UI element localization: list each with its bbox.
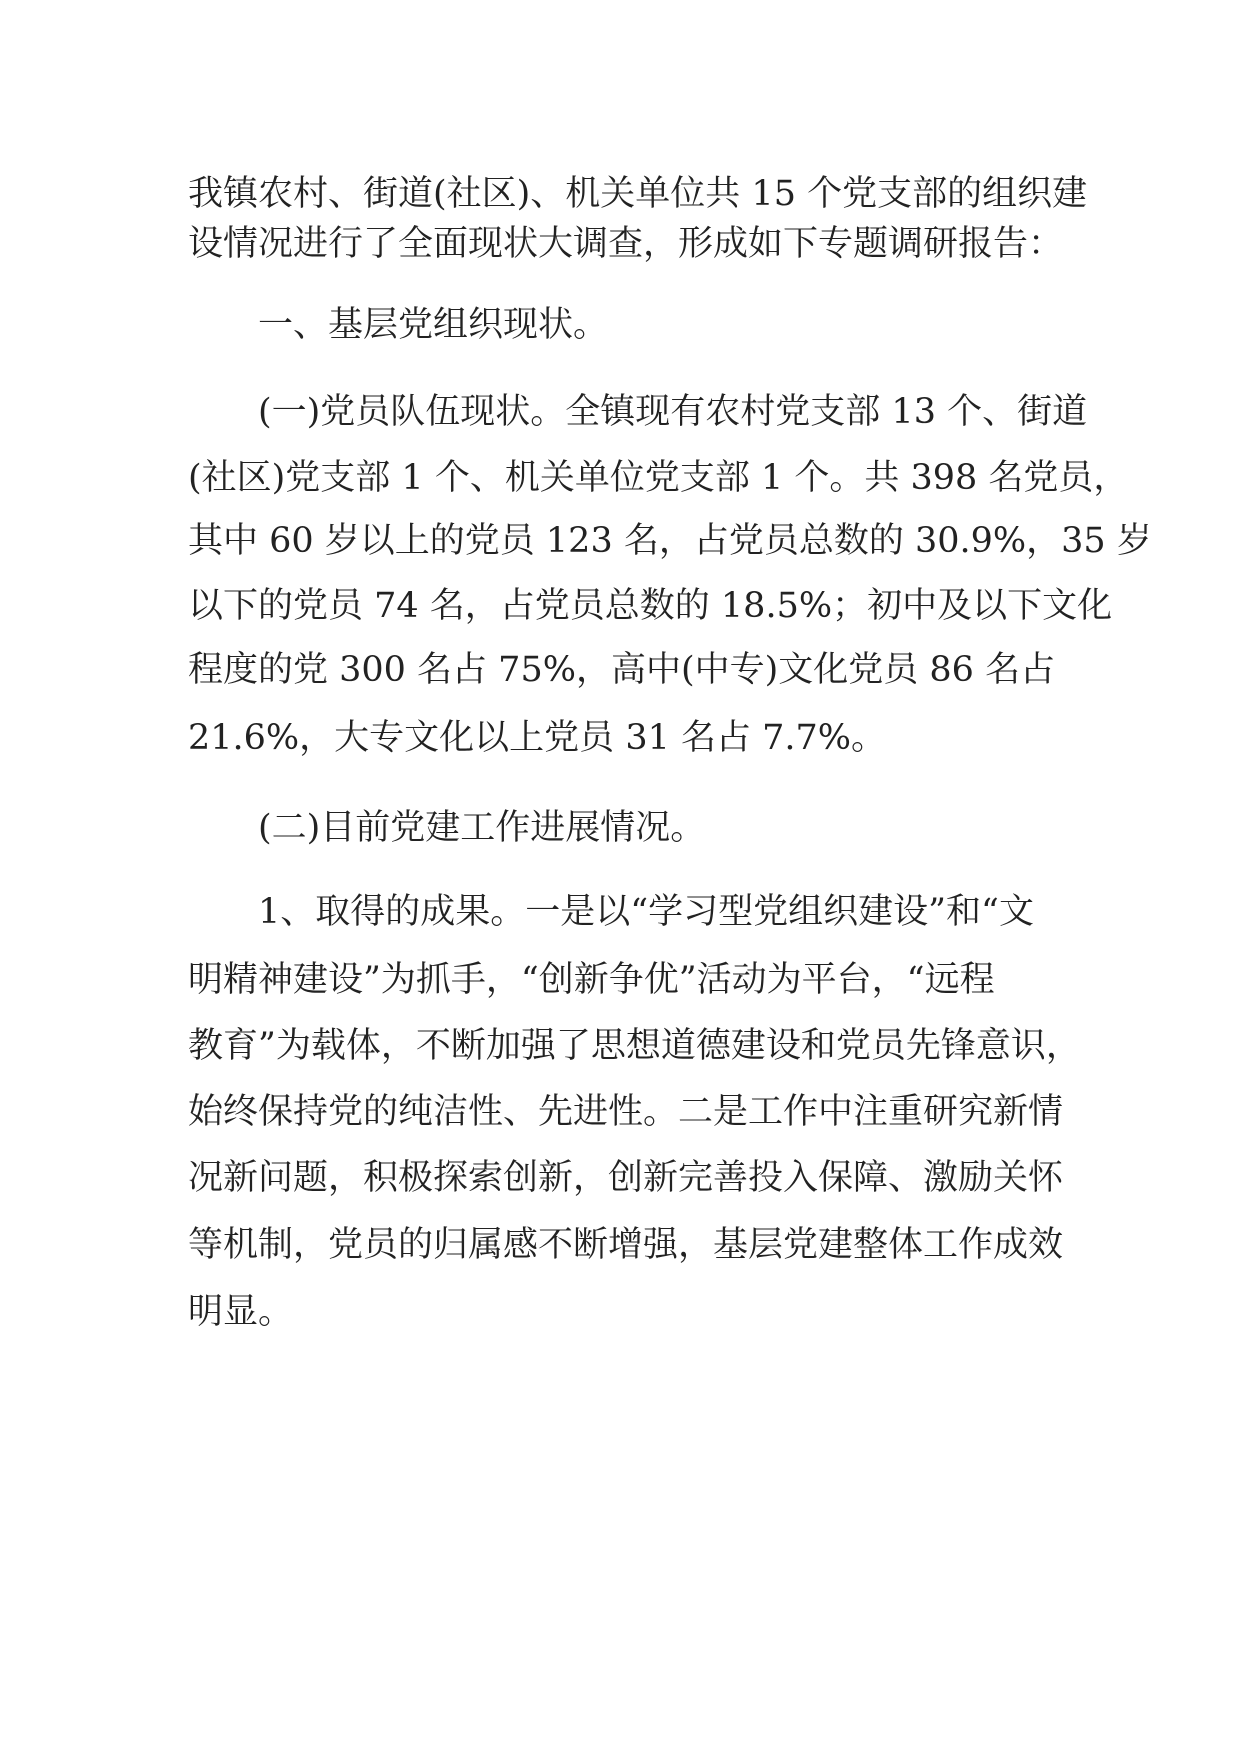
paragraph-section-2-1-line-1: 1、取得的成果。一是以“学习型党组织建设”和“文 bbox=[258, 892, 1034, 932]
paragraph-section-1-line-2: (社区)党支部 1 个、机关单位党支部 1 个。共 398 名党员， bbox=[188, 458, 1129, 498]
paragraph-section-2-1-line-3: 教育”为载体，不断加强了思想道德建设和党员先锋意识， bbox=[188, 1026, 1081, 1066]
paragraph-section-1-line-4: 以下的党员 74 名，占党员总数的 18.5%；初中及以下文化 bbox=[188, 586, 1113, 626]
paragraph-section-1-line-5: 程度的党 300 名占 75%，高中(中专)文化党员 86 名占 bbox=[188, 650, 1056, 690]
paragraph-intro-line-1: 我镇农村、街道(社区)、机关单位共 15 个党支部的组织建 bbox=[188, 174, 1088, 214]
paragraph-section-2-1-line-4: 始终保持党的纯洁性、先进性。二是工作中注重研究新情 bbox=[188, 1092, 1064, 1132]
paragraph-section-2-1-line-2: 明精神建设”为抓手，“创新争优”活动为平台，“远程 bbox=[188, 960, 995, 1000]
paragraph-section-1-line-1: (一)党员队伍现状。全镇现有农村党支部 13 个、街道 bbox=[258, 392, 1088, 432]
section-heading-1: 一、基层党组织现状。 bbox=[258, 305, 609, 345]
section-heading-2: (二)目前党建工作进展情况。 bbox=[258, 808, 706, 848]
paragraph-section-2-1-line-5: 况新问题，积极探索创新，创新完善投入保障、激励关怀 bbox=[188, 1158, 1064, 1198]
paragraph-intro-line-2: 设情况进行了全面现状大调查，形成如下专题调研报告： bbox=[188, 224, 1064, 264]
paragraph-section-1-line-6: 21.6%，大专文化以上党员 31 名占 7.7%。 bbox=[188, 718, 887, 758]
paragraph-section-2-1-line-7: 明显。 bbox=[188, 1292, 294, 1332]
paragraph-section-1-line-3: 其中 60 岁以上的党员 123 名，占党员总数的 30.9%，35 岁 bbox=[188, 521, 1152, 561]
paragraph-section-2-1-line-6: 等机制，党员的归属感不断增强，基层党建整体工作成效 bbox=[188, 1225, 1064, 1265]
